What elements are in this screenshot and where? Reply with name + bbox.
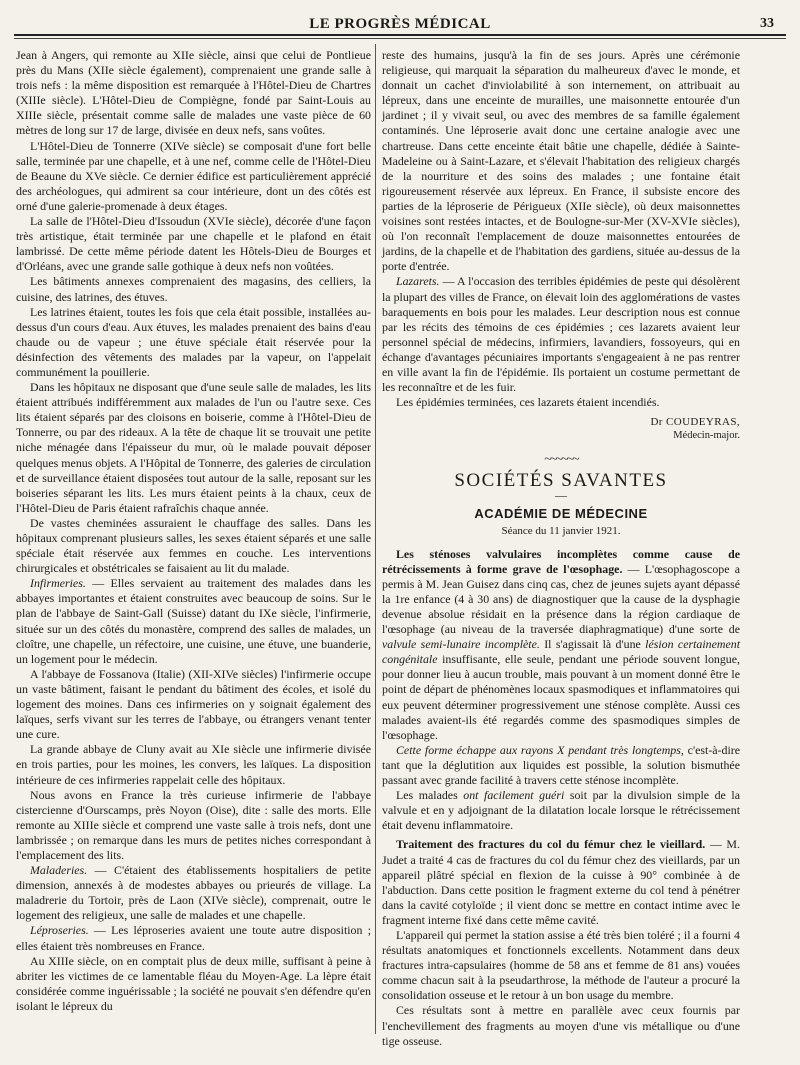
- ornament-divider: ~~~~~~: [544, 452, 578, 468]
- paragraph: L'Hôtel-Dieu de Tonnerre (XIVe siècle) se composait d'une fort belle salle, terminée par une chapelle, et à une nef, comme celle de l'Hôtel-Dieu de Beaune du XVe siècle. Ce dernier édifice est particulièrement apprécié des archéologues, qui admirent sa cour intérieure, dont un des côtés est orné d'une galerie-promenade à deux étages.: [16, 138, 371, 213]
- paragraph: [382, 788, 740, 833]
- paragraph: Les épidémies terminées, ces lazarets étaient incendiés.: [396, 395, 660, 410]
- paragraph: Jean à Angers, qui remonte au XIIe siècle, ainsi que celui de Pontlieue près du Mans (XIIe siècle également), comprenaient une grande salle à trois nefs : la même disposition est remarquée à l'Hôtel-Dieu de Chartres (XIIIe siècle). L'Hôtel-Dieu de Compiègne, fondé par Saint-Louis au XIIIe siècle, présentait comme salle de malades une vaste pièce de 60 mètres de long sur 17 de large, divisée en deux nefs, sans voûtes.: [16, 48, 371, 138]
- author-role: Médecin-major.: [673, 430, 740, 442]
- session-date: Séance du 11 janvier 1921.: [501, 524, 621, 537]
- header-rule-thin: [14, 38, 786, 39]
- right-column: [382, 48, 741, 1048]
- subheading-lazarets: Lazarets.: [396, 274, 440, 289]
- signature: [382, 416, 740, 442]
- paragraph-text: Il s'agissait là d'une: [539, 637, 646, 652]
- italic-text: valvule semi-lunaire incomplète.: [382, 637, 540, 652]
- academy-title: ACADÉMIE DE MÉDECINE: [474, 506, 648, 522]
- paragraph-maladeries: [16, 863, 371, 923]
- paragraph-text: c'est-à-dire tant que la déglutition aux liquides est possible, la solution bismuthée passant avec grande facilité à travers cette sténose incomplète.: [382, 742, 740, 788]
- subheading-leproseries: Léproseries.: [30, 923, 89, 938]
- section-title: SOCIÉTÉS SAVANTES: [454, 470, 668, 492]
- journal-title: LE PROGRÈS MÉDICAL: [309, 16, 491, 32]
- paragraph-text: — C'étaient des établissements hospitaliers de petite dimension, annexés à de modestes abbayes ou prieurés de village. La maladrerie du Tortoir, près de Laon (XIVe siècle), comprenait, outre le logement des religieux, une salle de malades et une chapelle.: [16, 863, 371, 923]
- paragraph-text: insuffisante, elle seule, pendant une période souvent longue, pour donner lieu à aucun trouble, mais pouvant à un moment donné être le point de départ de phénomènes locaux spasmodiques et inflammatoires qui eux peuvent déterminer progressivement une sténose complète. Aussi ces malades avaient-ils été regardés comme des spasmodiques simples de l'œsophage.: [382, 652, 740, 742]
- paragraph-text: — Elles servaient au traitement des malades dans les abbayes importantes et étaient construites avec beaucoup de soins. Sur le plan de l'abbaye de Saint-Gall (Suisse) datant du IXe siècle, l'infirmerie, située sur un des côtés du monastère, comprend des salles de malades, un cloître, une chapelle, un réfectoire, une cuisine, une étuve, une buanderie, un logement pour le médecin.: [16, 576, 371, 666]
- subheading-infirmeries: Infirmeries.: [30, 576, 86, 591]
- paragraph: La grande abbaye de Cluny avait au XIe siècle une infirmerie divisée en trois parties, pour les moines, les convers, les laïques. La disposition intérieure de ces infirmeries rappelait celle des hôpitaux.: [16, 742, 371, 787]
- paragraph: Dans les hôpitaux ne disposant que d'une seule salle de malades, les lits étaient attribués indifféremment aux malades de l'un ou l'autre sexe. Ces lits étaient séparés par des cloisons en boiserie, comme à l'Hôtel-Dieu de Tonnerre, ou par des rideaux. A la tête de chaque lit se trouvait une petite niche ménagée dans l'épaisseur du mur, où le malade pouvait déposer quelques menus objets. A l'Hôpital de Tonnerre, des galeries de circulation et de surveillance étaient disposées tout autour de la salle, reposant sur les boiseries séparant les lits. Les murs étaient peints à la chaux, ceux de l'Hôtel-Dieu de Paris étaient rafraîchis chaque année.: [16, 380, 371, 515]
- paragraph-text: Les malades: [396, 788, 464, 803]
- article-stenoses: [382, 547, 740, 743]
- paragraph-text: — L'œsophagoscope a permis à M. Jean Guisez dans cinq cas, chez de jeunes sujets ayant dépassé la 1re enfance (4 à 30 ans) de diagnostiquer que la cause de la dysphagie devenue absolue résidait en la présence dans la région cardiaque de l'œsophage (au niveau de la traversée diaphragmatique) d'une sorte de: [382, 561, 740, 637]
- subheading-maladeries: Maladeries.: [30, 863, 88, 878]
- paragraph-text: — Les léproseries avaient une toute autre disposition ; elles étaient très nombreuses en France.: [16, 923, 371, 953]
- paragraph: L'appareil qui permet la station assise a été très bien toléré ; il a fourni 4 résultats anatomiques et fonctionnels excellents. Notamment dans deux fractures intra-capsulaires (homme de 58 ans et femme de 81 ans) vouées comme chacun sait à la pseudarthrose, la méthode de l'auteur a procuré la consolidation osseuse et le retour à un bon usage du membre.: [382, 927, 740, 1003]
- section-dash: —: [555, 488, 567, 503]
- paragraph: Au XIIIe siècle, on en comptait plus de deux mille, suffisant à peine à abriter les victimes de ce lamentable fléau du Moyen-Age. La lèpre était considérée comme inguérissable ; la société ne pouvait s'en défendre qu'en isolant le lépreux du: [16, 953, 371, 1013]
- article-heading: Les sténoses valvulaires incomplètes comme cause de rétrécissements à forme grave de l'œsophage.: [382, 546, 740, 576]
- paragraph: Nous avons en France la très curieuse infirmerie de l'abbaye cistercienne d'Ourscamps, près Noyon (Oise), dite : salle des morts. Elle remonte au XIIIe siècle et comprend une vaste salle à trois nefs, dont une lambrissée ; on remarque dans les murs de petites niches correspondant à l'emplacement des lits.: [16, 787, 371, 862]
- paragraph: Les latrines étaient, toutes les fois que cela était possible, installées au-dessus d'un cours d'eau. Aux étuves, les malades prenaient des bains d'eau chaude ou de vapeur ; une étuve spéciale était réservée pour la désinfection des vêtements des malades par la vapeur, on l'appelait communément la pouillerie.: [16, 304, 371, 379]
- author-name: Dr COUDEYRAS,: [650, 416, 740, 429]
- article-fractures: [382, 837, 740, 928]
- column-divider: [375, 44, 376, 1034]
- paragraph-text: soit par la divulsion simple de la valvule et en y adjoignant de la dilatation locale lorsque le rétrécissement était devenu inflammatoire.: [382, 788, 740, 833]
- paragraph-leproseries: [16, 923, 371, 953]
- left-column: [16, 48, 371, 1048]
- paragraph-text: — A l'occasion des terribles épidémies de peste qui désolèrent la plupart des villes de France, on élevait loin des agglomérations de vastes baraquements en bois pour les malades. Leur description nous est connue par les récits des témoins de ces épidémies ; ces lazarets avaient leur personnel spécial de médecins, infirmiers, lavandiers, fossoyeurs, qui en échange d'avantages pécuniaires importants s'engageaient à ne pas rentrer en ville avant la fin de l'épidémie. Ils portaient un costume permettant de les reconnaître et de les fuir.: [382, 274, 740, 395]
- paragraph-lazarets: [382, 274, 740, 395]
- italic-text: Cette forme échappe aux rayons X pendant très longtemps,: [396, 742, 684, 757]
- article-heading: Traitement des fractures du col du fémur chez le vieillard.: [396, 837, 706, 852]
- paragraph: La salle de l'Hôtel-Dieu d'Issoudun (XVIe siècle), décorée d'une façon très artistique, était terminée par une chapelle et le plafond en était lambrissé. De cette même période datent les Hôtels-Dieu de Bourges et d'Orléans, avec une grande salle gothique à deux nefs non voûtées.: [16, 214, 371, 274]
- paragraph: A l'abbaye de Fossanova (Italie) (XII-XIVe siècles) l'infirmerie occupe un vaste bâtiment, faisant le pendant du bâtiment des écoles, et isolé du logement des moines. Dans ces infirmeries on y soignait également des laïques, serfs vivant sur les terres de l'abbaye, ou étrangers venant tenter une cure.: [16, 666, 371, 742]
- paragraph: Les bâtiments annexes comprenaient des magasins, des celliers, la cuisine, des latrines, des étuves.: [16, 274, 371, 304]
- paragraph: De vastes cheminées assuraient le chauffage des salles. Dans les hôpitaux comprenant plusieurs salles, les sexes étaient séparés et une salle spéciale était réservée aux femmes en couche. Les interventions chirurgicales et obstétricales se faisaient au lit du malade.: [16, 515, 371, 576]
- paragraph: reste des humains, jusqu'à la fin de ses jours. Après une cérémonie religieuse, qui marquait la séparation du malheureux d'avec le monde, et donnait un cachet d'inviolabilité à son internement, on attribuait au lépreux, dans une enceinte de murailles, une maisonnette entourée d'un jardinet ; il y vivait seul, ou avec des membres de sa famille également contaminés. Une léproserie avait donc une certaine analogie avec une chartreuse. Dans cette enceinte était bâtie une chapelle, dédiée à Sainte-Madeleine ou à Saint-Lazare, et s'élevait l'habitation des religieux chargés de la nourriture et des soins des malades ; une fontaine était rigoureusement réservée aux lépreux. En France, il subsiste encore des parties de la léproserie de Périgueux (XIIe siècle), où deux maisonnettes voisines sont restées intactes, et de Boulogne-sur-Mer (XV-XVIe siècles), où l'on reconnaît l'emplacement de douze maisonnettes entourées de jardins, de la chapelle et de l'habitation des gardiens, située au-dessus de la porte d'entrée.: [382, 48, 740, 274]
- italic-text: lésion certainement congénitale: [382, 637, 741, 667]
- paragraph: Ces résultats sont à mettre en parallèle avec ceux fournis par l'enchevillement des fragments au moyen d'une vis métallique ou d'une tige osseuse.: [382, 1003, 740, 1048]
- page-number: 33: [760, 16, 774, 31]
- italic-text: ont facilement guéri: [463, 788, 565, 803]
- paragraph: [382, 743, 740, 788]
- paragraph-text: — M. Judet a traité 4 cas de fractures du col du fémur chez des vieillards, par un appareil plâtré spécial en flexion de la cuisse à 90° combinée à de l'abduction. Dans cette position le fragment externe du col tend à pénétrer dans la cavité cotyloïde ; il vient donc se mettre en contact intime avec le fragment interne fixé dans cette même cavité.: [382, 837, 740, 927]
- header-rule: [14, 34, 786, 36]
- paragraph-infirmeries: [16, 576, 371, 667]
